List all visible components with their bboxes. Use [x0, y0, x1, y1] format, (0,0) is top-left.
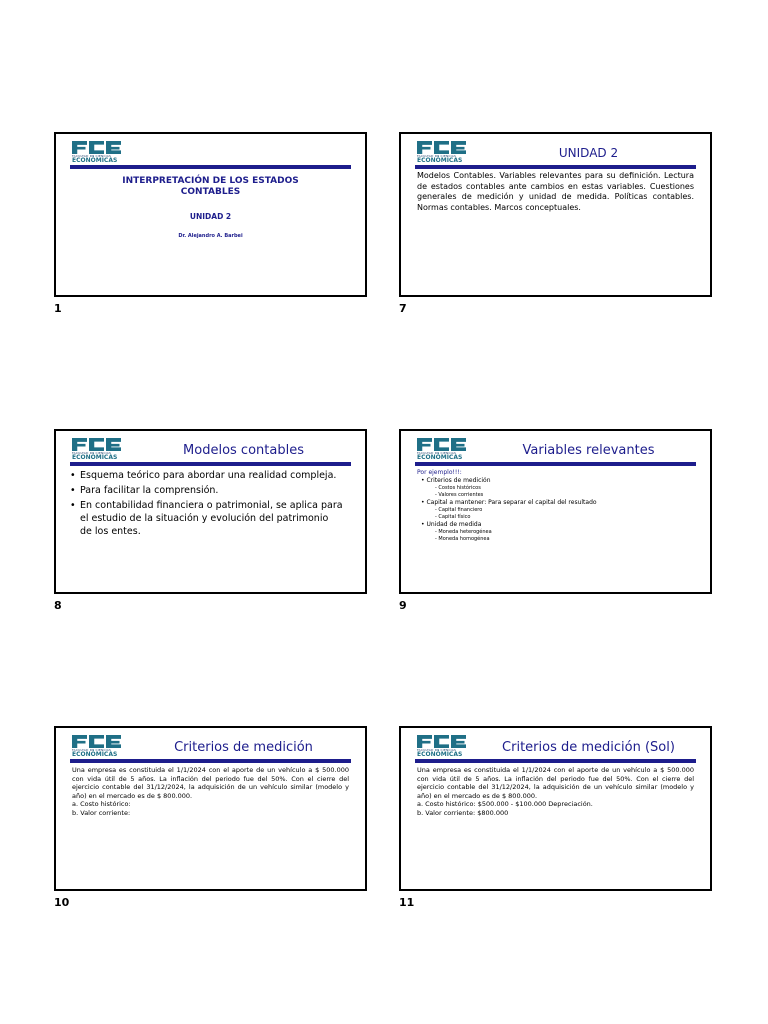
slide-1	[54, 132, 367, 297]
slide-title: Criterios de medición	[174, 740, 313, 755]
slide-7	[399, 132, 712, 297]
fce-logo-mark	[72, 735, 132, 748]
list-item: • Criterios de medición	[421, 477, 491, 484]
slide-body: Modelos Contables. Variables relevantes para su definición. Lectura de estados contables ante cambios en estas variables. Cuestiones generales de medición y unidad de medida. Políticas contables. Normas contables. Marcos conceptuales.	[417, 171, 694, 212]
logo-economicas-text: ECONÓMICAS	[417, 157, 463, 164]
list-item: b. Valor corriente: $800.000	[417, 808, 509, 817]
logo-economicas-text: ECONÓMICAS	[417, 454, 463, 461]
title-bar	[70, 759, 351, 763]
slide-number-7: 7	[399, 302, 407, 315]
cover-title	[72, 176, 349, 198]
fce-logo	[417, 438, 477, 460]
slide-body	[417, 766, 694, 817]
list-item: - Valores corrientes	[435, 492, 484, 498]
cover-title-line-2: CONTABLES	[180, 187, 241, 197]
cover-title-line-1: INTERPRETACIÓN DE LOS ESTADOS	[122, 176, 299, 186]
fce-logo-mark	[72, 141, 132, 154]
list-item: - Moneda heterogénea	[435, 529, 492, 535]
slide-title: UNIDAD 2	[558, 146, 619, 160]
fce-logo-mark	[417, 735, 477, 748]
slide-title: Modelos contables	[183, 443, 304, 458]
fce-logo	[417, 735, 477, 757]
logo-faculty-text: FACULTAD DE CIENCIAS	[72, 154, 112, 158]
logo-faculty-text: FACULTAD DE CIENCIAS	[72, 451, 112, 455]
bullet-list	[70, 469, 343, 538]
slide-title: Variables relevantes	[522, 443, 655, 458]
slide-9	[399, 429, 712, 594]
intro-text: Por ejemplo!!!:	[417, 469, 462, 476]
list-item: - Capital físico	[435, 514, 471, 520]
fce-logo	[72, 438, 132, 460]
slide-number-8: 8	[54, 599, 62, 612]
slide-number-11: 11	[399, 896, 415, 909]
slide-number-10: 10	[54, 896, 70, 909]
list-item: • Para facilitar la comprensión.	[70, 484, 343, 497]
slide-body	[417, 469, 694, 543]
logo-faculty-text: FACULTAD DE CIENCIAS	[417, 748, 457, 752]
group-label: Unidad de medida	[426, 521, 482, 528]
list-item: a. Costo histórico:	[72, 800, 131, 808]
list-item: - Costos históricos	[435, 485, 481, 491]
list-item: • Unidad de medida	[421, 521, 482, 528]
list-item: • Capital a mantener: Para separar el capital del resultado	[421, 499, 597, 506]
slide-body	[72, 766, 349, 817]
sub-item: Costos históricos	[438, 485, 481, 491]
logo-faculty-text: FACULTAD DE CIENCIAS	[417, 154, 457, 158]
group-label: Capital a mantener: Para separar el capital del resultado	[426, 499, 597, 506]
title-bar	[415, 165, 696, 169]
slide-11	[399, 726, 712, 891]
slide-number-1: 1	[54, 302, 62, 315]
sub-item: Valores corrientes	[438, 492, 484, 498]
title-bar	[70, 165, 351, 169]
list-item: • Esquema teórico para abordar una realidad compleja.	[70, 469, 343, 482]
fce-logo-mark	[417, 141, 477, 154]
fce-logo	[72, 735, 132, 757]
logo-economicas-text: ECONÓMICAS	[417, 751, 463, 758]
problem-text: Una empresa es constituida el 1/1/2024 con el aporte de un vehículo a $ 500.000 con vida útil de 5 años. La inflación del periodo fue del 50%. Con el cierre del ejercicio contable del 31/12/2024, la adquisición de un vehículo similar (modelo y año) en el mercado es de $ 800.000.	[72, 766, 349, 800]
sub-item: Moneda heterogénea	[438, 529, 492, 535]
title-bar	[415, 462, 696, 466]
sub-item: Moneda homogénea	[438, 536, 490, 542]
logo-economicas-text: ECONÓMICAS	[72, 751, 118, 758]
list-item: - Moneda homogénea	[435, 536, 490, 542]
slide-title: Criterios de medición (Sol)	[502, 740, 675, 755]
sub-item: Capital físico	[438, 514, 471, 520]
sub-item: Capital financiero	[438, 507, 483, 513]
list-item: - Capital financiero	[435, 507, 483, 513]
title-bar	[415, 759, 696, 763]
cover-author: Dr. Alejandro A. Barbei	[178, 233, 243, 239]
logo-faculty-text: FACULTAD DE CIENCIAS	[72, 748, 112, 752]
slide-number-9: 9	[399, 599, 407, 612]
fce-logo-mark	[72, 438, 132, 451]
list-item: b. Valor corriente:	[72, 808, 131, 817]
problem-text: Una empresa es constituida el 1/1/2024 con el aporte de un vehículo a $ 500.000 con vida útil de 5 años. La inflación del periodo fue del 50%. Con el cierre del ejercicio contable del 31/12/2024, la adquisición de un vehículo similar (modelo y año) en el mercado es de $ 800.000.	[417, 766, 694, 800]
logo-faculty-text: FACULTAD DE CIENCIAS	[417, 451, 457, 455]
cover-content	[72, 172, 349, 239]
cover-unit: UNIDAD 2	[189, 212, 232, 221]
slide-8	[54, 429, 367, 594]
fce-logo-mark	[417, 438, 477, 451]
logo-economicas-text: ECONÓMICAS	[72, 157, 118, 164]
fce-logo	[417, 141, 477, 163]
list-item: • En contabilidad financiera o patrimonial, se aplica para el estudio de la situación y evolución del patrimonio de los entes.	[70, 499, 343, 538]
slide-body	[70, 469, 343, 540]
title-bar	[70, 462, 351, 466]
logo-economicas-text: ECONÓMICAS	[72, 454, 118, 461]
group-label: Criterios de medición	[426, 477, 491, 484]
fce-logo	[72, 141, 132, 163]
list-item: a. Costo histórico: $500.000 - $100.000 Depreciación.	[417, 800, 593, 808]
slide-10	[54, 726, 367, 891]
